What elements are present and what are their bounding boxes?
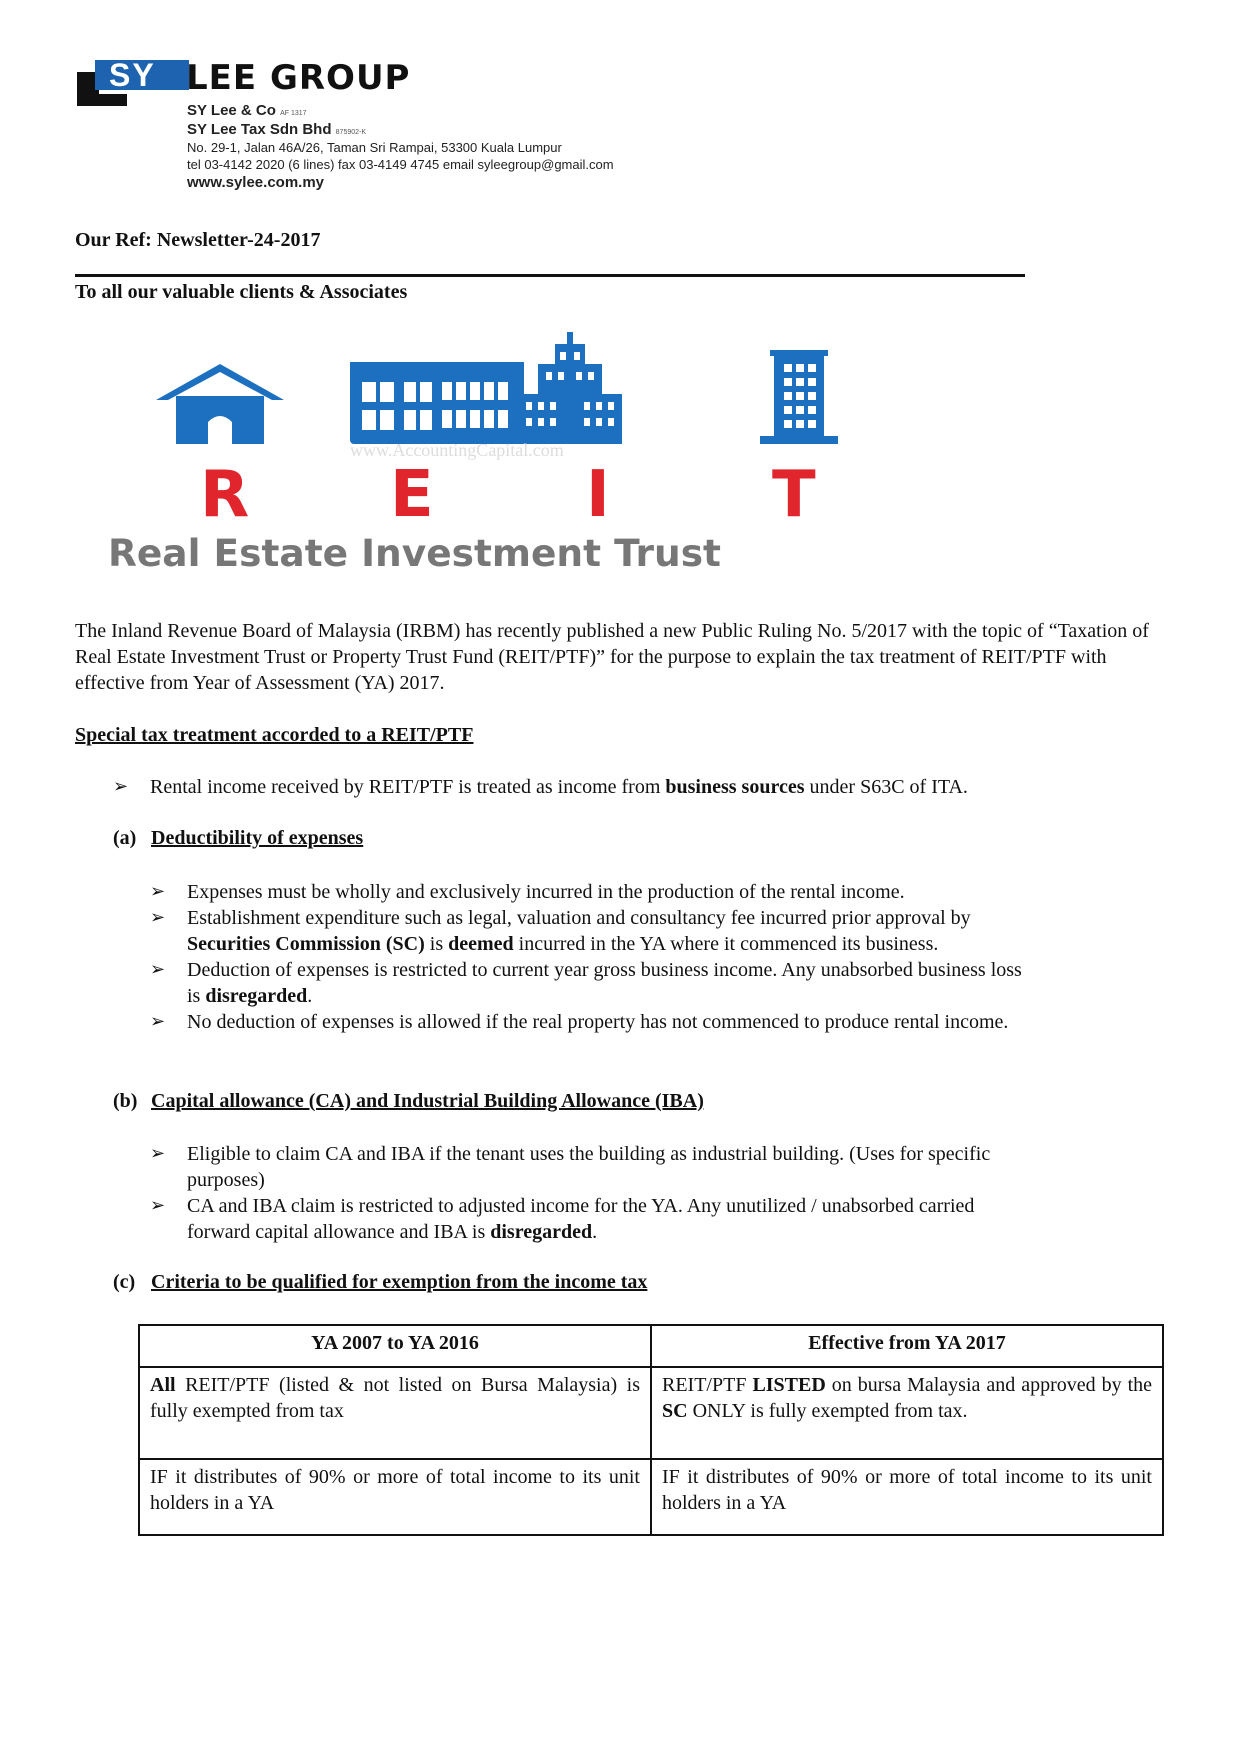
table-header-cell: Effective from YA 2017 — [651, 1325, 1163, 1367]
graphic-watermark: www.AccountingCapital.com — [350, 440, 564, 460]
table-header-cell: YA 2007 to YA 2016 — [139, 1325, 651, 1367]
house-icon — [156, 364, 284, 444]
table-cell: REIT/PTF LISTED on bursa Malaysia and approved by the SC ONLY is fully exempted from tax. — [651, 1367, 1163, 1459]
reference-number: Our Ref: Newsletter-24-2017 — [75, 229, 321, 251]
table-cell: All REIT/PTF (listed & not listed on Bursa Malaysia) is fully exempted from tax — [139, 1367, 651, 1459]
logo-sy-text: SY — [95, 60, 189, 90]
firm-contact: tel 03-4142 2020 (6 lines) fax 03-4149 4745 email syleegroup@gmail.com — [187, 157, 614, 172]
intro-paragraph: The Inland Revenue Board of Malaysia (IRBM) has recently published a new Public Ruling No. 5/2017 with the topic of “Taxation of Real Estate Investment Trust or Property Trust Fund (REIT/PTF)” for the purpose to explain the tax treatment of REIT/PTF with effective from Year of Assessment (YA) 2017. — [75, 620, 1149, 694]
arrow-bullet-icon: ➢ — [150, 1011, 166, 1032]
firm-website: www.sylee.com.my — [187, 174, 325, 191]
arrow-bullet-icon: ➢ — [150, 1143, 166, 1164]
section-b-heading: (b) Capital allowance (CA) and Industrial Building Allowance (IBA) — [113, 1090, 704, 1112]
sy-logo — [77, 57, 189, 106]
arrow-bullet-icon: ➢ — [150, 881, 166, 902]
arrow-bullet-icon: ➢ — [113, 776, 129, 797]
table-header-row — [139, 1325, 1163, 1367]
table-row — [139, 1367, 1163, 1459]
special-treatment-heading: Special tax treatment accorded to a REIT/PTF — [75, 724, 474, 746]
letter-e: E — [390, 458, 434, 532]
skyscraper-icon — [518, 332, 622, 444]
firm-name-tax: SY Lee Tax Sdn Bhd 875902-K — [187, 121, 367, 138]
graphic-caption: Real Estate Investment Trust — [108, 531, 721, 570]
letter-r: R — [200, 458, 250, 532]
arrow-bullet-icon: ➢ — [150, 1195, 166, 1216]
office-building-icon — [350, 362, 524, 444]
arrow-bullet-icon: ➢ — [150, 907, 166, 928]
letter-i: I — [586, 458, 610, 532]
arrow-bullet-icon: ➢ — [150, 959, 166, 980]
section-a-heading: (a) Deductibility of expenses — [113, 827, 364, 849]
letter-t: T — [772, 458, 816, 532]
table-row — [139, 1459, 1163, 1535]
firm-address: No. 29-1, Jalan 46A/26, Taman Sri Rampai, 53300 Kuala Lumpur — [187, 140, 562, 155]
section-c-heading: (c) Criteria to be qualified for exemption from the income tax — [113, 1271, 648, 1293]
table-cell: IF it distributes of 90% or more of total income to its unit holders in a YA — [651, 1459, 1163, 1535]
tower-icon — [760, 350, 838, 444]
group-name: LEE GROUP — [186, 58, 411, 98]
exemption-criteria-table — [138, 1324, 1164, 1536]
firm-name-co: SY Lee & Co AF 1317 — [187, 102, 307, 119]
header-divider — [75, 274, 1025, 277]
salutation: To all our valuable clients & Associates — [75, 281, 408, 303]
reit-graphic — [100, 330, 940, 570]
table-cell: IF it distributes of 90% or more of total income to its unit holders in a YA — [139, 1459, 651, 1535]
newsletter-page: SY LEE GROUP SY Lee & Co AF 1317 SY Lee Tax Sdn Bhd 875902-K No. 29-1, Jalan 46A/26, Taman Sri Rampai, 53300 Kuala Lumpur tel 03-4142 2020 (6 lines) fax 03-4149 4745 email syleegroup@gmail.com www.sylee.com.my Our Ref: Newsletter-24-2017 To all our valuable clients & Associates www.AccountingCapital.com R E I T Real Estate Investment Trust The Inland Revenue Board of Malaysia (IRBM) has recently published a new Public Ruling No. 5/2017 with the topic of “Taxation of Real Estate Investment Trust or Property Trust Fund (REIT/PTF)” for the purpose to explain the tax treatment of REIT/PTF with effective from Year of Assessment (YA) 2017. Special tax treatment accorded to a REIT/PTF ➢ Rental income received by REIT/PTF is treated as income from business sources under S63C of ITA. (a) Deductibility of expenses ➢ Expenses must be wholly and exclusively incurred in the production of the rental income. ➢ Establishment expenditure such as legal, valuation and consultancy fee incurred prior approval by Securities Commission (SC) is deemed incurred in the YA where it commenced its business. ➢ Deduction of expenses is restricted to current year gross business income. Any unabsorbed business loss is disregarded. ➢ No deduction of expenses is allowed if the real property has not commenced to produce rental income. (b) Capital allowance (CA) and Industrial Building Allowance (IBA) ➢ Eligible to claim CA and IBA if the tenant uses the building as industrial building. (Uses for specific purposes) ➢ CA and IBA claim is restricted to adjusted income for the YA. Any unutilized / unabsorbed carried forward capital allowance and IBA is disregarded. (c) Criteria to be qualified for exemption from the income tax YA 2007 to YA 2016 Effective from YA 2017 All REIT/PTF (listed & not listed on Bursa Malaysia) is fully exempted from tax REIT/PTF LISTED on bursa Malaysia and approved by the SC ONLY is fully exempted from tax. IF it distributes of 90% or more of total income to its unit holders in a YA IF it distributes of 90% or more of total income to its unit holders in a YA — [0, 0, 1240, 1754]
